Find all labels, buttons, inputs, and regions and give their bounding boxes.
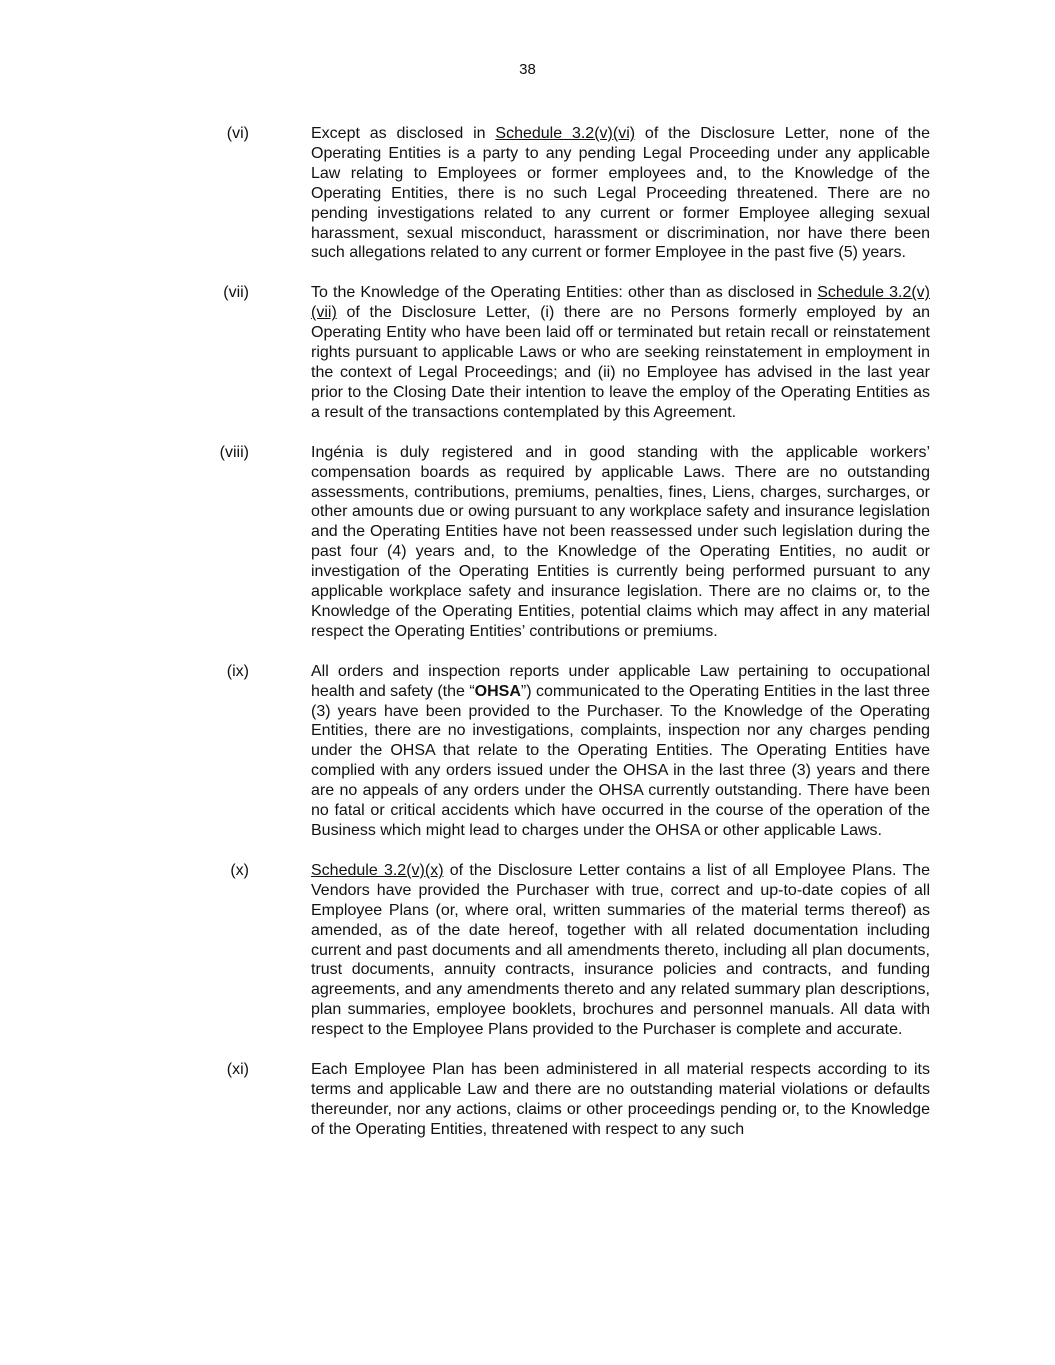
clause-text: Ingénia is duly registered and in good standing with the applicable workers’ compensation boards as required by applicable Laws. There are no outstanding assessments, contributions, premiums, penalties, fines, Liens, charges, surcharges, or other amounts due or owing pursuant to any workplace safety and insurance legislation and the Operating Entities have not been reassessed under such legislation during the past four (4) years and, to the Knowledge of the Operating Entities, no audit or investigation of the Operating Entities is currently being performed pursuant to any applicable workplace safety and insurance legislation. There are no claims or, to the Knowledge of the Operating Entities, potential claims which may affect in any material respect the Operating Entities’ contributions or premiums. xyxy=(311,443,930,640)
clause-ix xyxy=(0,662,1055,841)
clause-text-lead: All orders and inspection reports under applicable Law pertaining to occupational health and safety (the “ xyxy=(311,662,930,700)
clause-text-body: of the Disclosure Letter, none of the Operating Entities is a party to any pending Legal Proceeding under any applicable Law relating to Employees or former employees and, to the Knowledge of the Operating Entities, there is no such Legal Proceeding threatened. There are no pending investigations related to any current or former Employee alleging sexual harassment, sexual misconduct, harassment or discrimination, nor have there been such allegations related to any current or former Employee in the past five (5) years. xyxy=(311,125,930,262)
page-number: 38 xyxy=(519,61,536,78)
clause-vii xyxy=(0,283,1055,422)
clause-number: (viii) xyxy=(219,443,249,461)
clause-x xyxy=(0,861,1055,1040)
clause-text-body: of the Disclosure Letter contains a list of all Employee Plans. The Vendors have provided the Purchaser with true, correct and up-to-date copies of all Employee Plans (or, where oral, written summaries of the material terms thereof) as amended, as of the date hereof, together with all related documentation including current and past documents and all amendments thereto, including all plan documents, trust documents, annuity contracts, insurance policies and contracts, and funding agreements, and any amendments thereto and any related summary plan descriptions, plan summaries, employee booklets, brochures and personnel manuals. All data with respect to the Employee Plans provided to the Purchaser is complete and accurate. xyxy=(311,861,931,1039)
clause-text-lead: To the Knowledge of the Operating Entities: other than as disclosed in xyxy=(311,284,818,302)
clause-text-body: ”) communicated to the Operating Entities in the last three (3) years have been provided to the Purchaser. To the Knowledge of the Operating Entities, there are no investigations, complaints, inspection nor any charges pending under the OHSA that relate to the Operating Entities. The Operating Entities have complied with any orders issued under the OHSA in the last three (3) years and there are no appeals of any orders under the OHSA currently outstanding. There have been no fatal or critical accidents which have occurred in the course of the operation of the Business which might lead to charges under the OHSA or other applicable Laws. xyxy=(311,682,931,839)
defined-term: OHSA xyxy=(474,682,521,700)
clause-text xyxy=(311,861,930,1040)
schedule-reference: Schedule 3.2(v)(vi) xyxy=(495,125,636,142)
clause-number: (vii) xyxy=(223,284,249,302)
clause-number: (ix) xyxy=(226,662,249,680)
clause-number: (vi) xyxy=(226,125,249,142)
clause-text-body: of the Disclosure Letter, (i) there are no Persons formerly employed by an Operating Entity who have been laid off or terminated but retain recall or reinstatement rights pursuant to applicable Laws or who are seeking reinstatement in employment in the context of Legal Proceedings; and (ii) no Employee has advised in the last year prior to the Closing Date their intention to leave the employ of the Operating Entities as a result of the transactions contemplated by this Agreement. xyxy=(311,304,930,421)
clause-xi xyxy=(0,1060,1055,1140)
clause-vi xyxy=(0,124,1055,263)
clause-text xyxy=(311,124,930,263)
clause-text xyxy=(311,662,930,841)
clause-list xyxy=(0,124,1055,1160)
clause-viii xyxy=(0,443,1055,642)
clause-text xyxy=(311,283,930,422)
schedule-reference: Schedule 3.2(v)(vii) xyxy=(311,284,930,322)
clause-number: (x) xyxy=(230,861,249,879)
schedule-reference: Schedule 3.2(v)(x) xyxy=(311,861,444,879)
clause-number: (xi) xyxy=(226,1061,249,1079)
clause-text: Each Employee Plan has been administered in all material respects according to its terms and applicable Law and there are no outstanding material violations or defaults thereunder, nor any actions, claims or other proceedings pending or, to the Knowledge of the Operating Entities, threatened with respect to any such xyxy=(311,1061,930,1138)
clause-text-lead: Except as disclosed in xyxy=(311,125,496,142)
